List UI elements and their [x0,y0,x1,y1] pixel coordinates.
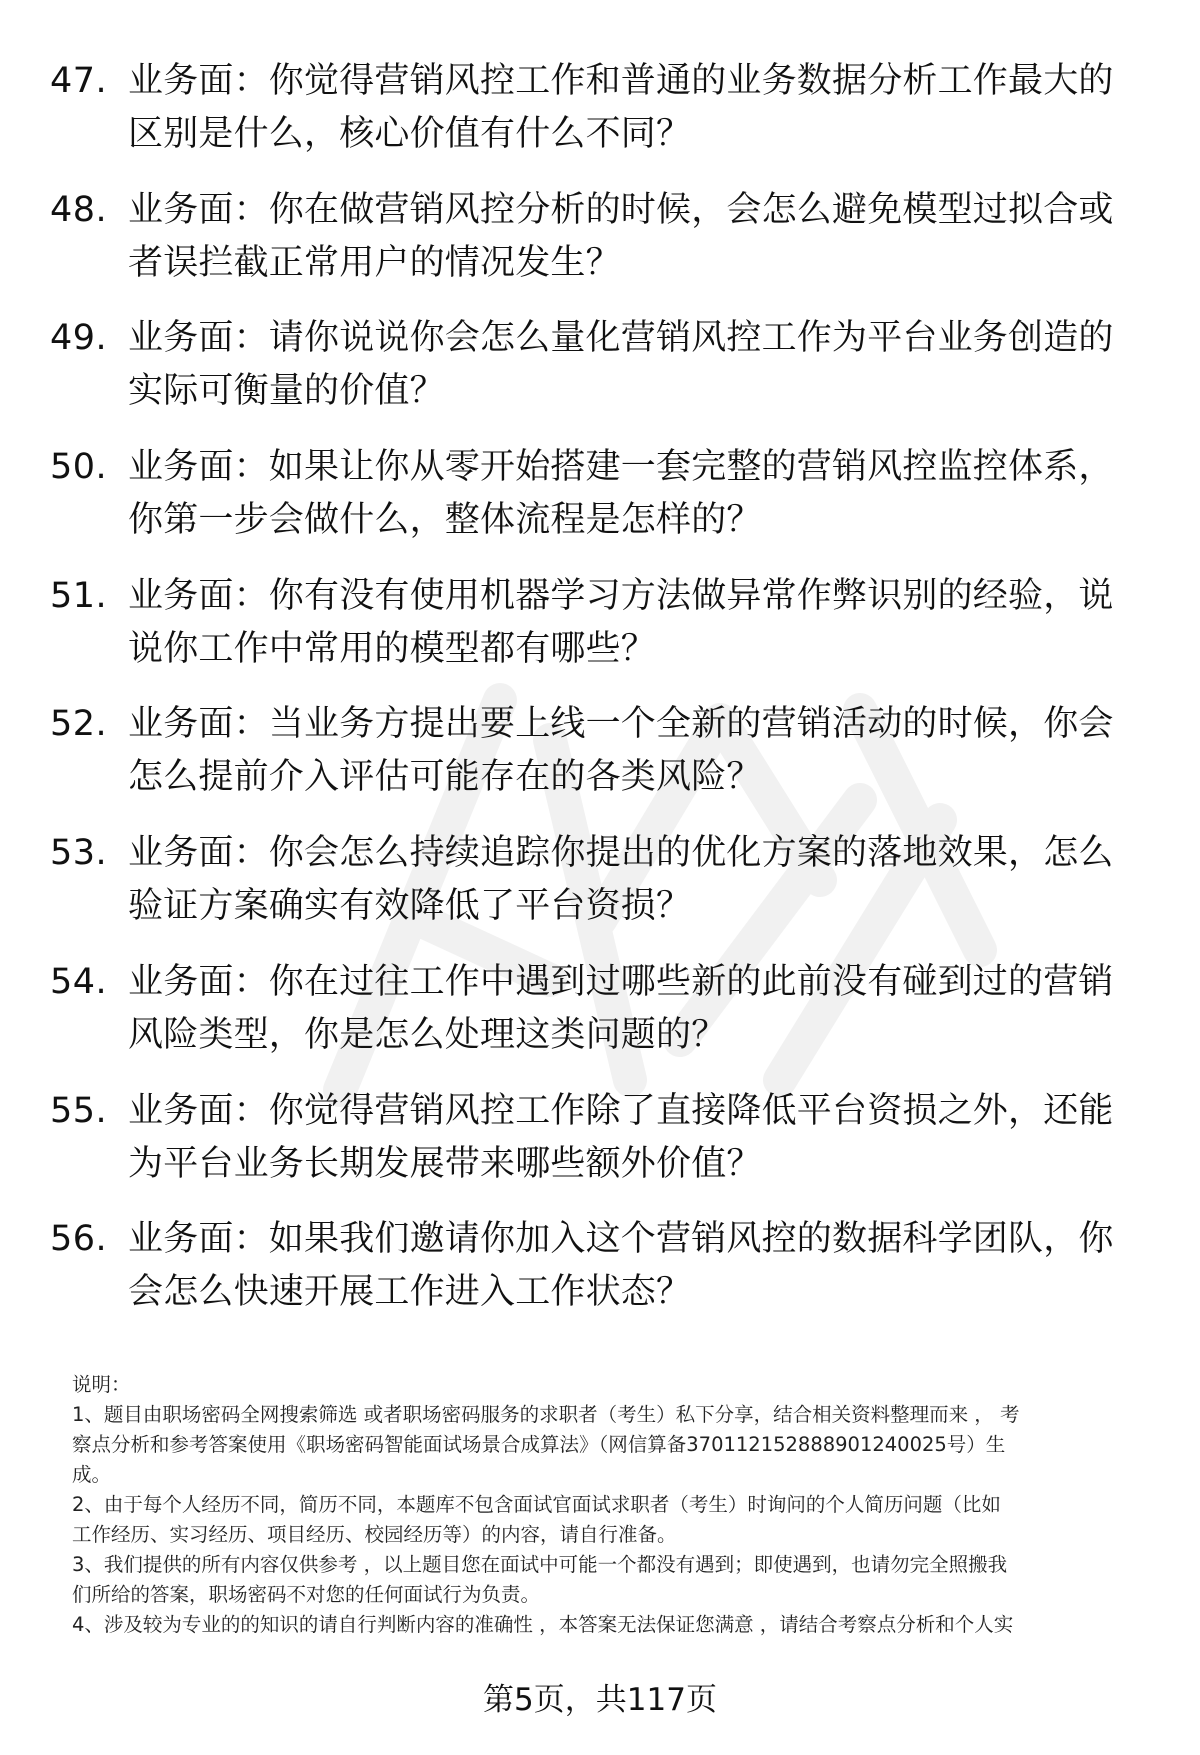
question-item [50,1085,1150,1214]
question-text-line: 业务面：你觉得营销风控工作除了直接降低平台资损之外，还能 [128,1090,1114,1131]
question-text-line: 实际可衡量的价值？ [128,371,445,412]
question-text-line: 会怎么快速开展工作进入工作状态？ [128,1272,692,1313]
question-text [128,956,1128,1062]
notes-lines [72,1400,1152,1640]
question-number: 51. [50,575,108,616]
question-number: 55. [50,1090,108,1131]
question-text-line: 风险类型，你是怎么处理这类问题的？ [128,1014,727,1055]
question-number: 56. [50,1219,108,1260]
question-text [128,441,1128,547]
question-text-line: 业务面：请你说说你会怎么量化营销风控工作为平台业务创造的 [128,318,1114,359]
question-number: 54. [50,961,108,1002]
notes-line: 4、涉及较为专业的的知识的请自行判断内容的准确性 ，本答案无法保证您满意 ，请结合考察点分析和个人实 [72,1613,1014,1636]
question-text-line: 业务面：当业务方提出要上线一个全新的营销活动的时候，你会 [128,704,1114,745]
notes-line: 工作经历、实习经历、项目经历、校园经历等）的内容，请自行准备。 [72,1523,677,1546]
question-text-line: 业务面：你在过往工作中遇到过哪些新的此前没有碰到过的营销 [128,961,1114,1002]
notes-line: 察点分析和参考答案使用《职场密码智能面试场景合成算法》（网信算备370112152888901240025号）生 [72,1433,1006,1456]
question-text [128,1213,1128,1319]
question-item [50,956,1150,1085]
question-text-line: 你第一步会做什么，整体流程是怎样的？ [128,500,762,541]
notes-line: 1、题目由职场密码全网搜索筛选 或者职场密码服务的求职者（考生）私下分享，结合相关资料整理而来 ， 考 [72,1403,1020,1426]
question-text [128,312,1128,418]
question-number: 49. [50,318,108,359]
question-number: 53. [50,833,108,874]
question-text [128,55,1128,161]
question-text-line: 业务面：你觉得营销风控工作和普通的业务数据分析工作最大的 [128,61,1114,101]
question-text [128,184,1128,290]
question-text-line: 为平台业务长期发展带来哪些额外价值？ [128,1143,762,1184]
question-number: 50. [50,447,108,488]
question-text-line: 业务面：如果让你从零开始搭建一套完整的营销风控监控体系， [128,447,1114,488]
question-text-line: 者误拦截正常用户的情况发生？ [128,242,621,283]
question-text [128,698,1128,804]
question-item [50,827,1150,956]
question-list [50,55,1150,1342]
question-text [128,570,1128,676]
question-number: 52. [50,704,108,745]
notes-line: 2、由于每个人经历不同，简历不同，本题库不包含面试官面试求职者（考生）时询问的个人简历问题（比如 [72,1493,1001,1516]
question-text-line: 区别是什么，核心价值有什么不同？ [128,114,692,154]
page-number: 第5页，共117页 [483,1682,717,1718]
question-text-line: 说你工作中常用的模型都有哪些？ [128,628,657,669]
question-item [50,55,1150,184]
question-text [128,1085,1128,1191]
question-text-line: 业务面：你有没有使用机器学习方法做异常作弊识别的经验，说 [128,575,1114,616]
notes-line: 成。 [72,1463,112,1486]
question-number: 48. [50,189,108,230]
question-text-line: 业务面：如果我们邀请你加入这个营销风控的数据科学团队，你 [128,1219,1114,1260]
question-item [50,312,1150,441]
question-item [50,570,1150,699]
question-text-line: 业务面：你在做营销风控分析的时候，会怎么避免模型过拟合或 [128,189,1114,230]
notes-section [72,1370,1152,1640]
question-text-line: 业务面：你会怎么持续追踪你提出的优化方案的落地效果，怎么 [128,833,1114,874]
notes-title: 说明： [72,1373,131,1396]
notes-line: 3、我们提供的所有内容仅供参考 ，以上题目您在面试中可能一个都没有遇到；即使遇到，也请勿完全照搬我 [72,1553,1008,1576]
question-number: 47. [50,61,108,101]
question-item [50,1213,1150,1342]
question-text-line: 怎么提前介入评估可能存在的各类风险？ [128,757,762,798]
question-text [128,827,1128,933]
notes-line: 们所给的答案，职场密码不对您的任何面试行为负责。 [72,1583,541,1606]
question-item [50,441,1150,570]
question-item [50,184,1150,313]
question-text-line: 验证方案确实有效降低了平台资损？ [128,886,692,927]
question-item [50,698,1150,827]
